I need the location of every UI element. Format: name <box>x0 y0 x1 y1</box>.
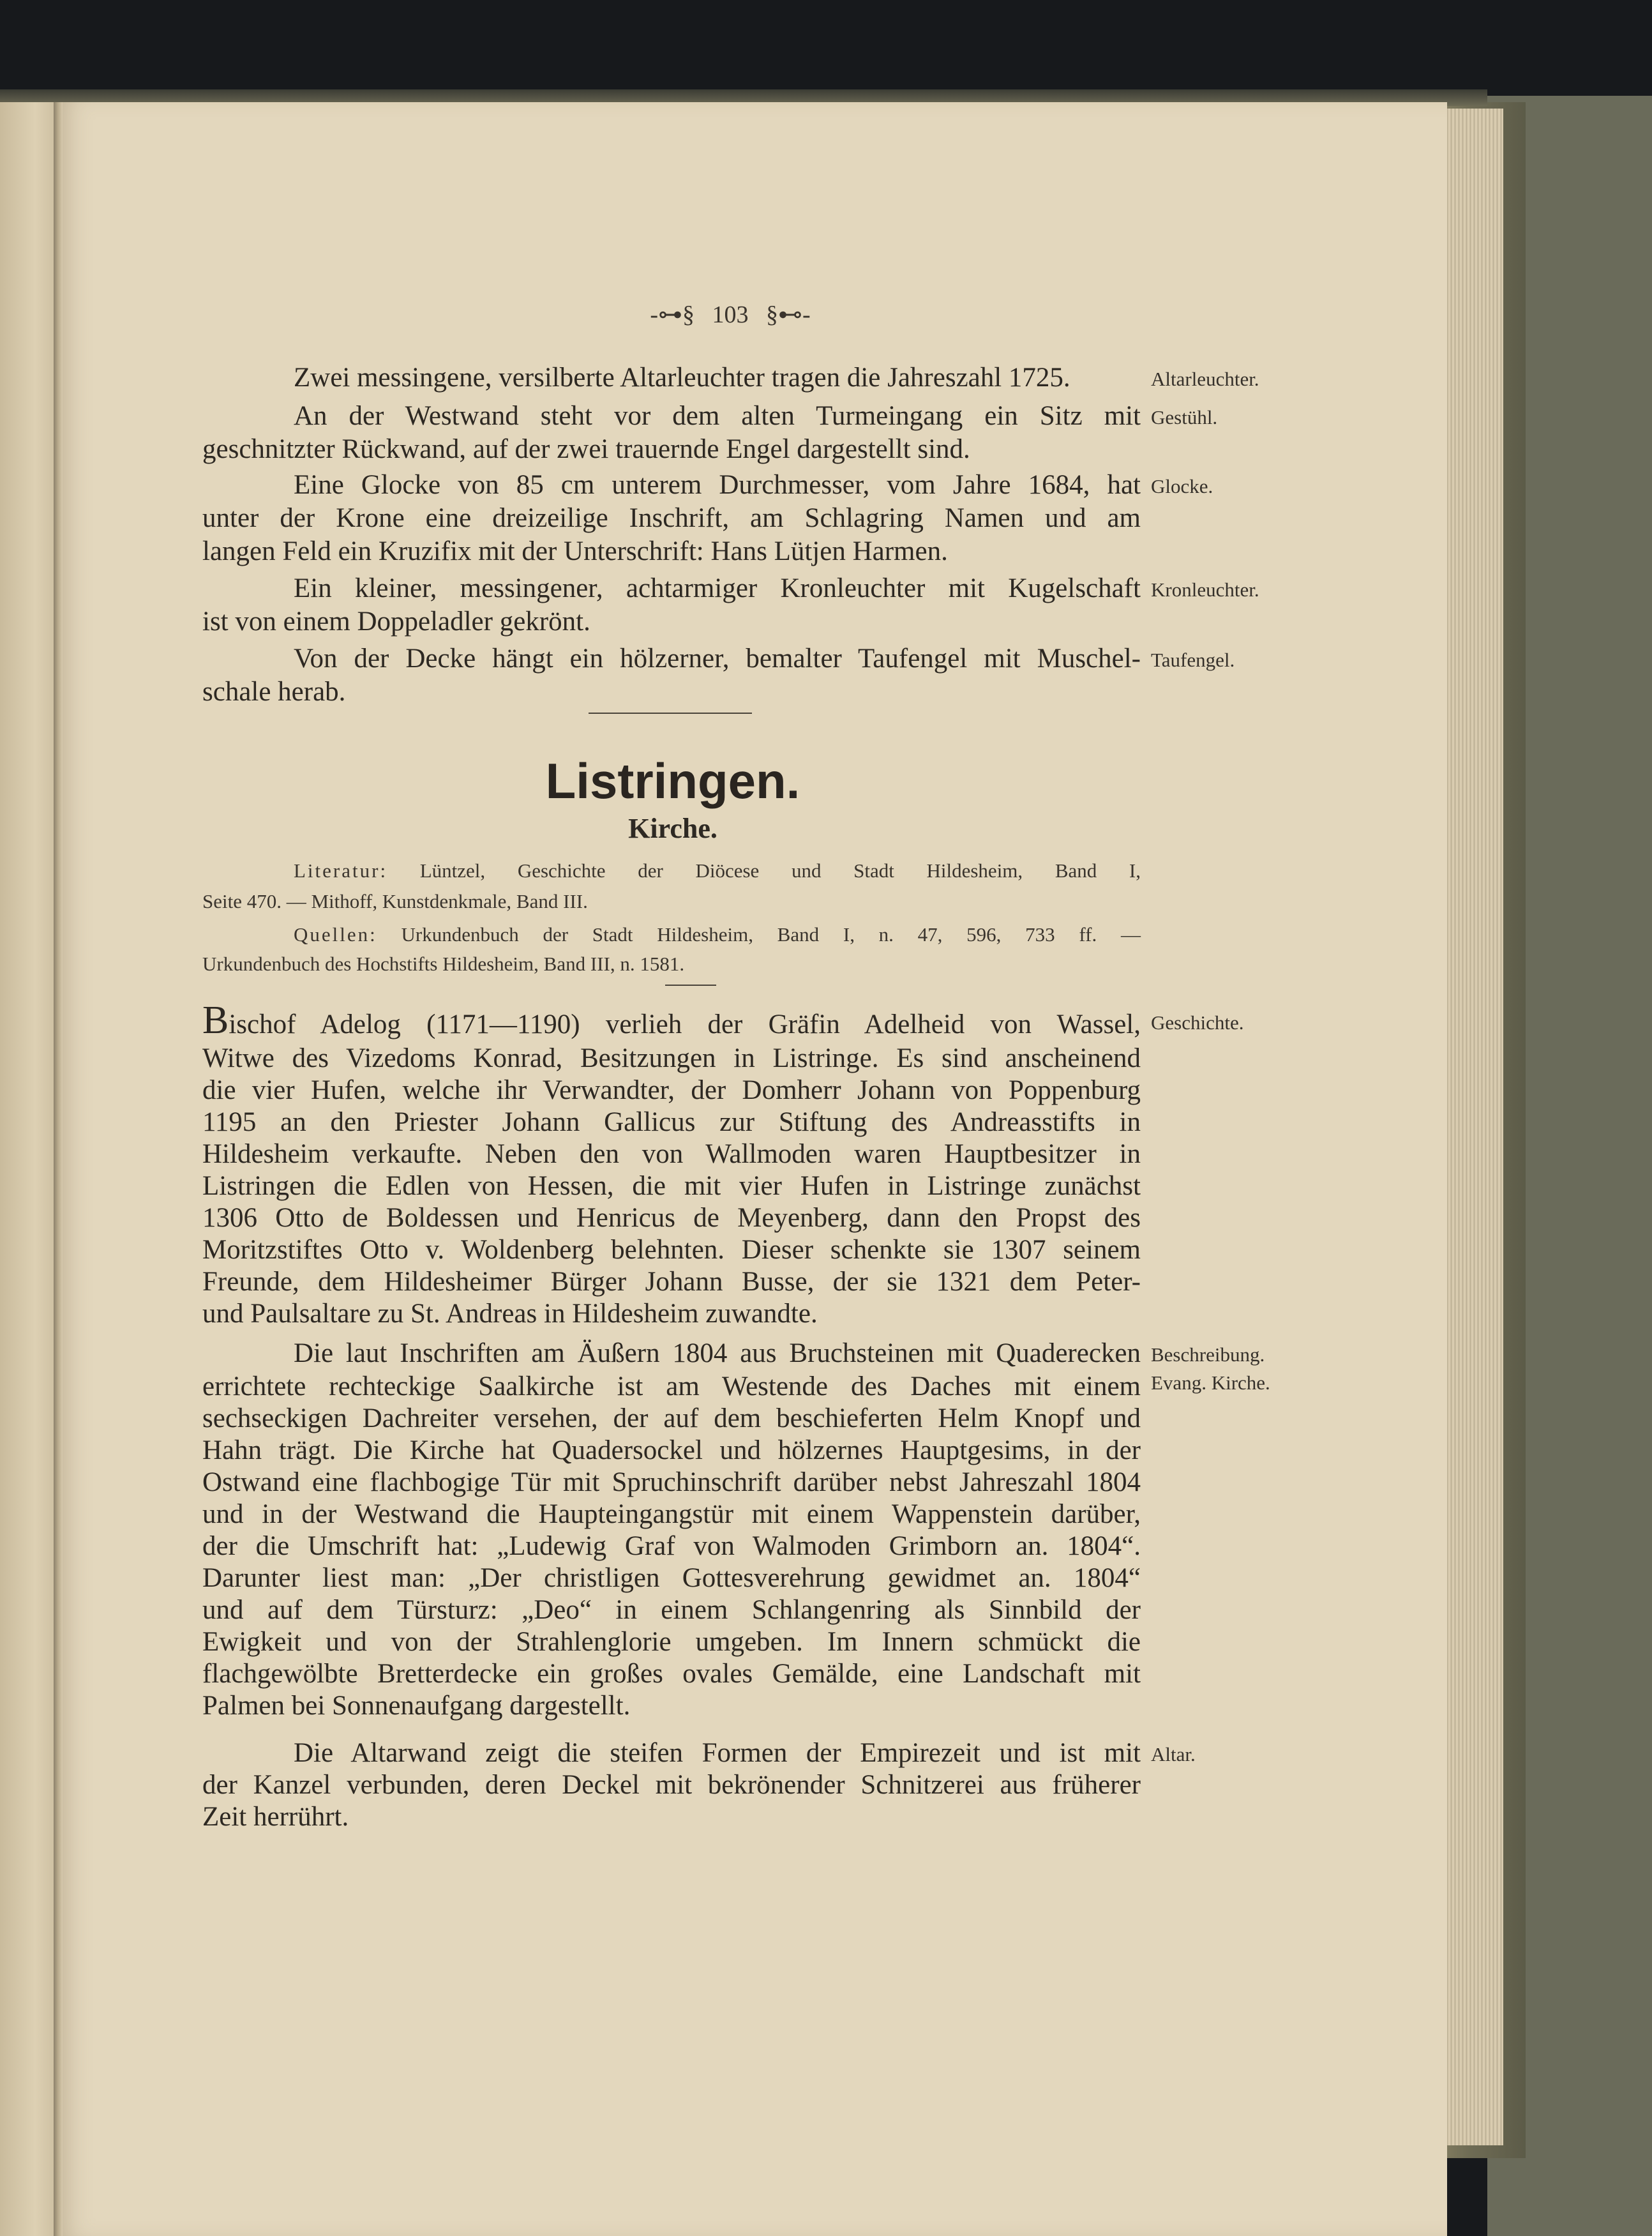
margin-note: Beschreibung. <box>1151 1343 1265 1366</box>
margin-note: Geschichte. <box>1151 1011 1244 1034</box>
margin-note: Altar. <box>1151 1743 1196 1765</box>
sources-line: Quellen: Urkundenbuch der Stadt Hildesheim, Band I, n. 47, 596, 733 ff. — <box>294 923 1141 946</box>
text-line: errichtete rechteckige Saalkirche ist am Westende des Daches mit einem <box>202 1371 1141 1401</box>
section-divider <box>589 713 752 714</box>
text-line: der Kanzel verbunden, deren Deckel mit bekrönender Schnitzerei aus früherer <box>202 1770 1141 1800</box>
text-line: Freunde, dem Hildesheimer Bürger Johann Busse, der sie 1321 dem Peter- <box>202 1267 1141 1297</box>
text-line: Ewigkeit und von der Strahlenglorie umgeben. Im Innern schmückt die <box>202 1627 1141 1657</box>
text-line: Ein kleiner, messingener, achtarmiger Kronleuchter mit Kugelschaft <box>294 573 1141 603</box>
page-header <box>0 300 1652 329</box>
margin-note: Taufengel. <box>1151 649 1235 671</box>
text-line: Hahn trägt. Die Kirche hat Quadersockel und hölzernes Hauptgesims, in der <box>202 1435 1141 1465</box>
header-ornament-right: §⊷- <box>766 301 811 328</box>
text-line: Listringen die Edlen von Hessen, die mit vier Hufen in Listringe zunächst <box>202 1171 1141 1201</box>
section-title: Listringen. <box>545 753 800 809</box>
text-line: die vier Hufen, welche ihr Verwandter, der Domherr Johann von Poppenburg <box>202 1075 1141 1105</box>
text-line: An der Westwand steht vor dem alten Turmeingang ein Sitz mit <box>294 401 1141 431</box>
literature-line: Literatur: Lüntzel, Geschichte der Diöcese und Stadt Hildesheim, Band I, <box>294 859 1141 882</box>
text-line: langen Feld ein Kruzifix mit der Unterschrift: Hans Lütjen Harmen. <box>202 536 948 566</box>
text-line: Moritzstiftes Otto v. Woldenberg belehnten. Dieser schenkte sie 1307 seinem <box>202 1235 1141 1265</box>
text-line: der die Umschrift hat: „Ludewig Graf von Walmoden Grimborn an. 1804“. <box>202 1531 1141 1561</box>
text-line: Die Altarwand zeigt die steifen Formen der Empirezeit und ist mit <box>294 1738 1141 1768</box>
text-line: Ostwand eine flachbogige Tür mit Spruchinschrift darüber nebst Jahreszahl 1804 <box>202 1467 1141 1497</box>
text-line: Eine Glocke von 85 cm unterem Durchmesser, vom Jahre 1684, hat <box>294 470 1141 500</box>
text-line: und auf dem Türsturz: „Deo“ in einem Schlangenring als Sinnbild der <box>202 1595 1141 1625</box>
text-line: Von der Decke hängt ein hölzerner, bemalter Taufengel mit Muschel- <box>294 644 1141 674</box>
text-line: Palmen bei Sonnenaufgang dargestellt. <box>202 1691 631 1721</box>
text-line: und in der Westwand die Haupteingangstür mit einem Wappenstein darüber, <box>202 1499 1141 1529</box>
page-number: 103 <box>712 301 749 328</box>
sources-line: Urkundenbuch des Hochstifts Hildesheim, Band III, n. 1581. <box>202 953 685 975</box>
margin-note: Evang. Kirche. <box>1151 1371 1270 1394</box>
text-line: Bischof Adelog (1171—1190) verlieh der Gräfin Adelheid von Wassel, <box>202 999 1141 1042</box>
text-line: Zwei messingene, versilberte Altarleuchter tragen die Jahreszahl 1725. <box>294 363 1070 393</box>
literatur-label: Literatur: <box>294 859 388 882</box>
short-divider <box>665 985 716 986</box>
section-subtitle: Kirche. <box>628 813 717 844</box>
margin-note: Glocke. <box>1151 475 1213 497</box>
header-ornament-left: -⊶§ <box>650 301 695 328</box>
text-line: flachgewölbte Bretterdecke ein großes ovales Gemälde, eine Landschaft mit <box>202 1659 1141 1689</box>
text-line: geschnitzter Rückwand, auf der zwei trauernde Engel dargestellt sind. <box>202 434 970 464</box>
text-line: unter der Krone eine dreizeilige Inschrift, am Schlagring Namen und am <box>202 503 1141 533</box>
margin-note: Kronleuchter. <box>1151 578 1259 601</box>
text-line: und Paulsaltare zu St. Andreas in Hildesheim zuwandte. <box>202 1299 818 1329</box>
text-line: ist von einem Doppeladler gekrönt. <box>202 607 590 637</box>
text-line: Die laut Inschriften am Äußern 1804 aus Bruchsteinen mit Quaderecken <box>294 1338 1141 1368</box>
text-line: schale herab. <box>202 677 346 707</box>
text-line: 1306 Otto de Boldessen und Henricus de Meyenberg, dann den Propst des <box>202 1203 1141 1233</box>
literature-line: Seite 470. — Mithoff, Kunstdenkmale, Band III. <box>202 890 588 912</box>
text-line: Darunter liest man: „Der christligen Gottesverehrung gewidmet an. 1804“ <box>202 1563 1141 1593</box>
dropcap: B <box>202 999 229 1042</box>
text-line: Zeit herrührt. <box>202 1802 349 1832</box>
text-line: sechseckigen Dachreiter versehen, der auf dem beschieferten Helm Knopf und <box>202 1403 1141 1433</box>
text-line: Hildesheim verkaufte. Neben den von Wallmoden waren Hauptbesitzer in <box>202 1139 1141 1169</box>
text-line: 1195 an den Priester Johann Gallicus zur Stiftung des Andreasstifts in <box>202 1107 1141 1137</box>
text-line: Witwe des Vizedoms Konrad, Besitzungen in Listringe. Es sind anscheinend <box>202 1043 1141 1073</box>
quellen-label: Quellen: <box>294 923 377 946</box>
margin-note: Altarleuchter. <box>1151 368 1259 390</box>
margin-note: Gestühl. <box>1151 406 1218 428</box>
